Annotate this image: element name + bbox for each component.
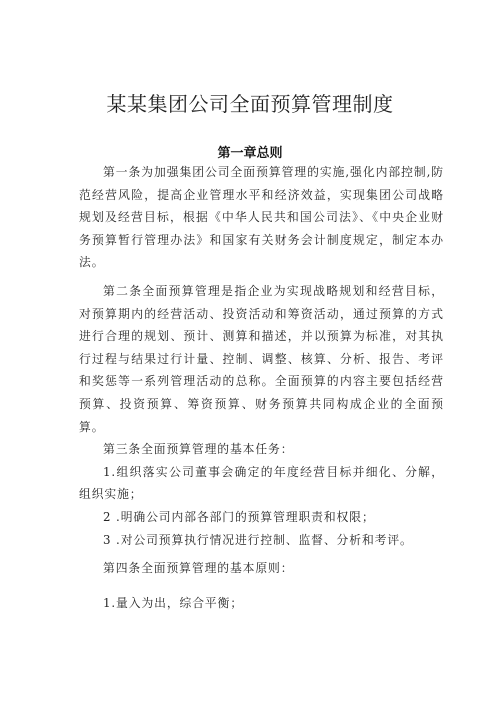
article-3-heading: 第三条全面预算管理的基本任务：: [103, 442, 294, 457]
article-3-item-2: 2 .明确公司内部各部门的预算管理职责和权限；: [103, 509, 375, 524]
article-2-paragraph: 第二条全面预算管理是指企业为实现战略规划和经营目标，对预算期内的经营活动、投资活动和筹资活动，通过预算的方式进行合理的规划、预计、测算和描述，并以预算为标准，对其执行过程与结果过行计量、控制、调整、核算、分析、报告、考评和奖惩等一系列管理活动的总称。全面预算的内容主要包括经营预算、投资预算、筹资预算、财务预算共同构成企业的全面预算。: [79, 283, 444, 434]
article-4-heading: 第四条全面预算管理的基本原则：: [103, 561, 294, 576]
document-body: [79, 161, 444, 614]
article-1-paragraph: 第一条为加强集团公司全面预算管理的实施,强化内部控制,防范经营风险，提高企业管理水平和经济效益，实现集团公司战略规划及经营目标，根据《中华人民共和国公司法》、《中央企业财务预算暂行管理办法》和国家有关财务会计制度规定，制定本办法。: [79, 165, 444, 270]
document-title: 某某集团公司全面预算管理制度: [106, 92, 394, 116]
article-3-item-3: 3 .对公司预算执行情况进行控制、监督、分析和考评。: [103, 532, 413, 547]
article-3-item-1: 1.组织落实公司董事会确定的年度经营目标并细化、分解，组织实施；: [79, 464, 444, 502]
chapter-title: 第一章总则: [217, 146, 283, 161]
article-4-item-1: 1.量入为出，综合平衡；: [103, 595, 244, 610]
